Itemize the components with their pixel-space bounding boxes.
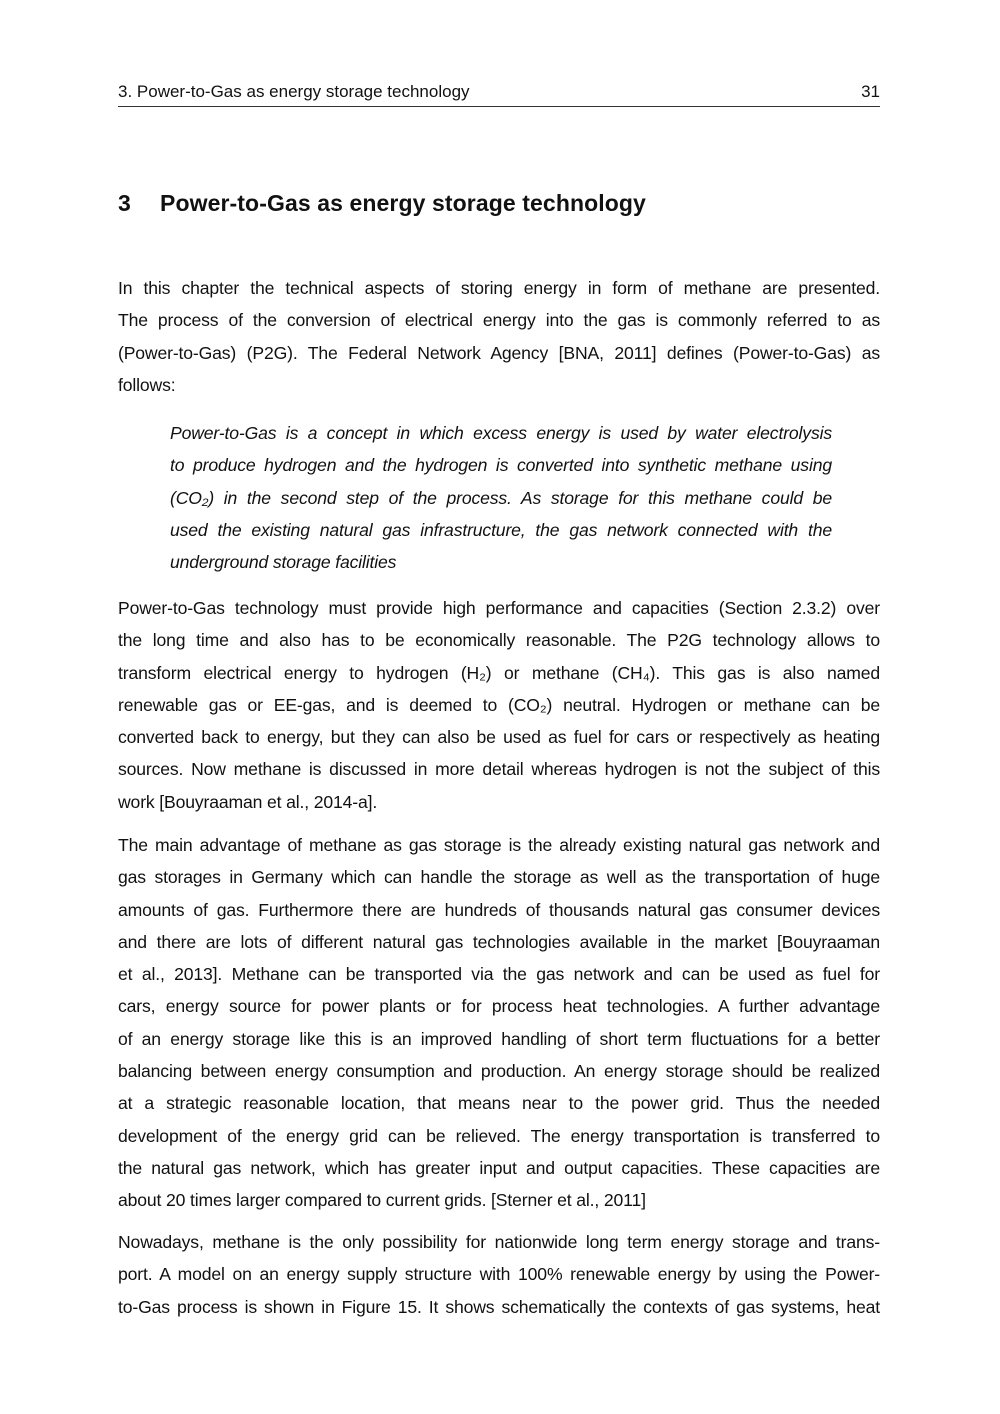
page-number: 31 (861, 82, 880, 101)
text-line: converted back to energy, but they can also be used as fuel for cars or respectively as heating (118, 727, 880, 748)
text-line: to-Gas process is shown in Figure 15. It shows schematically the contexts of gas systems, heat (118, 1296, 880, 1317)
text-line: Power-to-Gas is a concept in which excess energy is used by water electrolysis (170, 423, 832, 443)
text-line: Nowadays, methane is the only possibility for nationwide long term energy storage and trans- (118, 1232, 880, 1252)
paragraph-methane-advantage (118, 829, 880, 1217)
text-line: gas storages in Germany which can handle the storage as well as the transportation of huge (118, 867, 880, 888)
text-line: work [Bouyraaman et al., 2014-a]. (118, 791, 378, 812)
definition-quote (170, 417, 832, 578)
text-line: at a strategic reasonable location, that means near to the power grid. Thus the needed (118, 1093, 880, 1114)
text-line: port. A model on an energy supply structure with 100% renewable energy by using the Power- (118, 1264, 880, 1285)
text-line: the natural gas network, which has greater input and output capacities. These capacities are (118, 1157, 880, 1178)
text-line: The main advantage of methane as gas storage is the already existing natural gas network and (118, 835, 880, 855)
text-line: (CO₂) in the second step of the process. As storage for this methane could be (170, 487, 832, 508)
text-line: renewable gas or EE-gas, and is deemed to (CO₂) neutral. Hydrogen or methane can be (118, 694, 880, 715)
text-line: the long time and also has to be economically reasonable. The P2G technology allows to (118, 630, 880, 651)
text-line: sources. Now methane is discussed in more detail whereas hydrogen is not the subject of this (118, 759, 880, 780)
text-line: used the existing natural gas infrastructure, the gas network connected with the (170, 519, 832, 540)
text-line: to produce hydrogen and the hydrogen is converted into synthetic methane using (170, 455, 832, 476)
paragraph-nationwide-storage (118, 1226, 880, 1323)
text-line: The process of the conversion of electrical energy into the gas is commonly referred to as (118, 310, 880, 331)
chapter-number: 3 (118, 190, 131, 216)
running-title: 3. Power-to-Gas as energy storage technology (118, 82, 470, 101)
chapter-title: Power-to-Gas as energy storage technology (160, 190, 646, 216)
text-line: and there are lots of different natural gas technologies available in the market [Bouyraaman (118, 931, 880, 952)
chapter-heading (118, 190, 646, 217)
text-line: Power-to-Gas technology must provide high performance and capacities (Section 2.3.2) over (118, 598, 880, 618)
text-line: cars, energy source for power plants or for process heat technologies. A further advantage (118, 996, 880, 1017)
text-line: amounts of gas. Furthermore there are hundreds of thousands natural gas consumer devices (118, 899, 880, 920)
paragraph-p2g-technology (118, 592, 880, 818)
text-line: about 20 times larger compared to current grids. [Sterner et al., 2011] (118, 1190, 646, 1211)
text-line: (Power-to-Gas) (P2G). The Federal Network Agency [BNA, 2011] defines (Power-to-Gas) as (118, 342, 880, 363)
intro-paragraph (118, 272, 880, 401)
text-line: underground storage facilities (170, 552, 397, 573)
text-line: transform electrical energy to hydrogen (H₂) or methane (CH₄). This gas is also named (118, 662, 880, 683)
text-line: of an energy storage like this is an improved handling of short term fluctuations for a better (118, 1028, 880, 1049)
text-line: development of the energy grid can be relieved. The energy transportation is transferred to (118, 1125, 880, 1146)
text-line: et al., 2013]. Methane can be transported via the gas network and can be used as fuel for (118, 964, 880, 985)
text-line: balancing between energy consumption and production. An energy storage should be realized (118, 1061, 880, 1082)
text-line: In this chapter the technical aspects of storing energy in form of methane are presented. (118, 278, 880, 298)
text-line: follows: (118, 374, 176, 395)
running-header (118, 80, 880, 107)
